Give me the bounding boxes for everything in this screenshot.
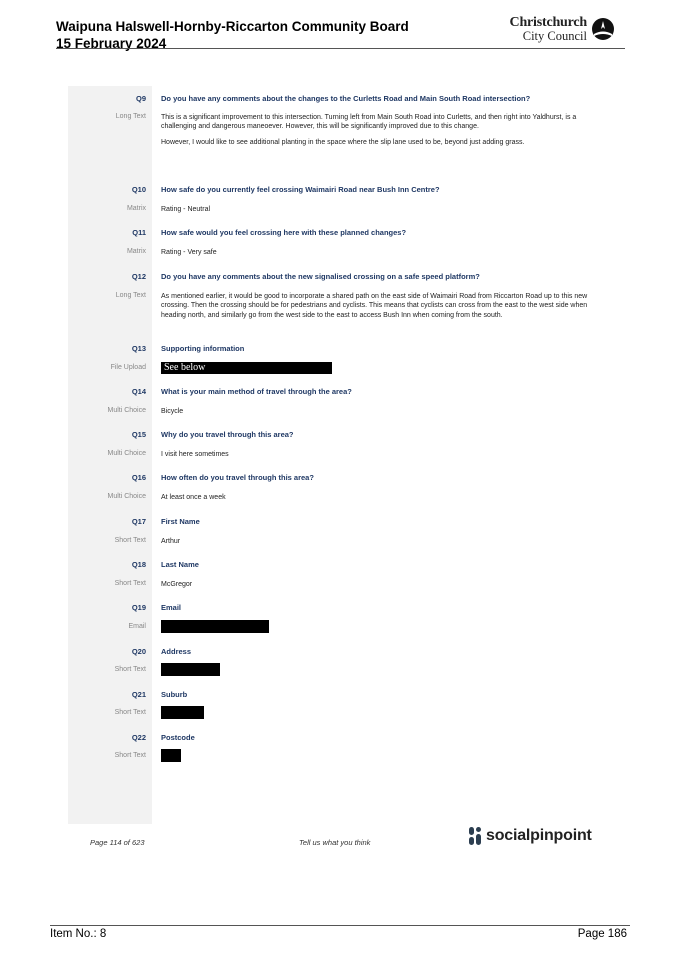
question-number: Q19 <box>131 603 146 612</box>
logo-line2: City Council <box>522 29 587 43</box>
question-number: Q10 <box>131 185 146 194</box>
question-title: Email <box>161 603 182 612</box>
answer-type: Short Text <box>114 580 146 587</box>
question-number: Q11 <box>132 228 146 237</box>
question-title: First Name <box>161 517 200 526</box>
inner-tagline: Tell us what you think <box>299 838 371 847</box>
question-number: Q17 <box>131 517 146 526</box>
question-number: Q21 <box>131 690 146 699</box>
answer-type: Multi Choice <box>107 493 146 500</box>
redacted-suburb <box>161 706 204 719</box>
question-number: Q20 <box>131 647 146 656</box>
answer-text: At least once a week <box>161 494 226 501</box>
answer-text: Bicycle <box>161 408 184 415</box>
item-number: Item No.: 8 <box>50 928 107 940</box>
question-title: How safe would you feel crossing here with these planned changes? <box>161 228 407 237</box>
page-number: Page 186 <box>577 928 627 940</box>
answer-type: Matrix <box>126 248 146 255</box>
pinpoint-icon <box>468 826 482 846</box>
question-title: Postcode <box>161 733 195 742</box>
header-rule <box>56 48 625 49</box>
question-number: Q13 <box>131 344 146 353</box>
answer-type: Email <box>128 623 146 630</box>
survey-page <box>68 86 606 864</box>
redacted-postcode <box>161 749 181 762</box>
question-number: Q12 <box>131 272 146 281</box>
answer-type: Long Text <box>115 113 146 120</box>
answer-text: Rating - Very safe <box>161 249 217 256</box>
question-title: Do you have any comments about the changes to the Curletts Road and Main South Road intersection? <box>161 94 531 103</box>
question-number: Q18 <box>131 560 146 569</box>
answer-type: Multi Choice <box>107 450 146 457</box>
board-name: Waipuna Halswell-Hornby-Riccarton Community Board <box>56 19 409 34</box>
redacted-address <box>161 663 220 676</box>
answer-text: Arthur <box>161 538 181 545</box>
logo-line1: Christchurch <box>509 15 587 30</box>
answer-text: As mentioned earlier, it would be good to incorporate a shared path on the east side of Waimairi Road from Riccarton Road up to this new crossing. Then the crossing should be for pedestrians and cyclists. This means that cyclists can cross from the east to the west side when heading north, and similarly go from the west side to the east to access Bush Inn when coming from the south. <box>161 293 588 319</box>
question-title: What is your main method of travel through the area? <box>161 387 352 396</box>
question-title: Why do you travel through this area? <box>161 430 294 439</box>
attachment-link[interactable]: See below <box>161 362 332 374</box>
socialpinpoint-logo <box>468 826 592 846</box>
cathedral-icon <box>591 17 615 43</box>
footer-rule <box>50 925 630 926</box>
question-number: Q16 <box>131 473 146 482</box>
answer-text: Rating - Neutral <box>161 206 211 213</box>
document-header <box>56 18 409 52</box>
inner-page-number: Page 114 of 623 <box>90 838 145 847</box>
answer-text: McGregor <box>161 581 193 588</box>
answer-type: File Upload <box>110 364 146 371</box>
question-title: Supporting information <box>161 344 245 353</box>
question-title: Do you have any comments about the new signalised crossing on a safe speed platform? <box>161 272 480 281</box>
question-number: Q9 <box>135 94 146 103</box>
answer-type: Short Text <box>114 537 146 544</box>
question-title: Address <box>161 647 192 656</box>
answer-type: Long Text <box>115 292 146 299</box>
question-number: Q14 <box>131 387 146 396</box>
question-title: Suburb <box>161 690 188 699</box>
answer-type: Multi Choice <box>107 407 146 414</box>
question-title: How often do you travel through this area? <box>161 473 314 482</box>
answer-type: Matrix <box>126 205 146 212</box>
question-title: How safe do you currently feel crossing Waimairi Road near Bush Inn Centre? <box>161 185 440 194</box>
question-number: Q15 <box>131 430 146 439</box>
answer-type: Short Text <box>114 752 146 759</box>
meeting-date: 15 February 2024 <box>56 36 167 51</box>
question-number: Q22 <box>131 733 146 742</box>
answer-type: Short Text <box>114 666 146 673</box>
answer-text: I visit here sometimes <box>161 451 229 458</box>
answer-text: This is a significant improvement to this intersection. Turning left from Main South Road into Curletts, and then right into Yaldhurst, is a challenging and dangerous maneoever. However, this will be significantly improved due to this change. However, I would like to see additional planting in the space where the slip lane used to be, beyond just adding grass. <box>161 114 577 146</box>
question-title: Last Name <box>161 560 199 569</box>
council-logo <box>510 16 615 43</box>
brand-name: socialpinpoint <box>486 827 592 844</box>
redacted-email <box>161 620 269 633</box>
answer-type: Short Text <box>114 709 146 716</box>
